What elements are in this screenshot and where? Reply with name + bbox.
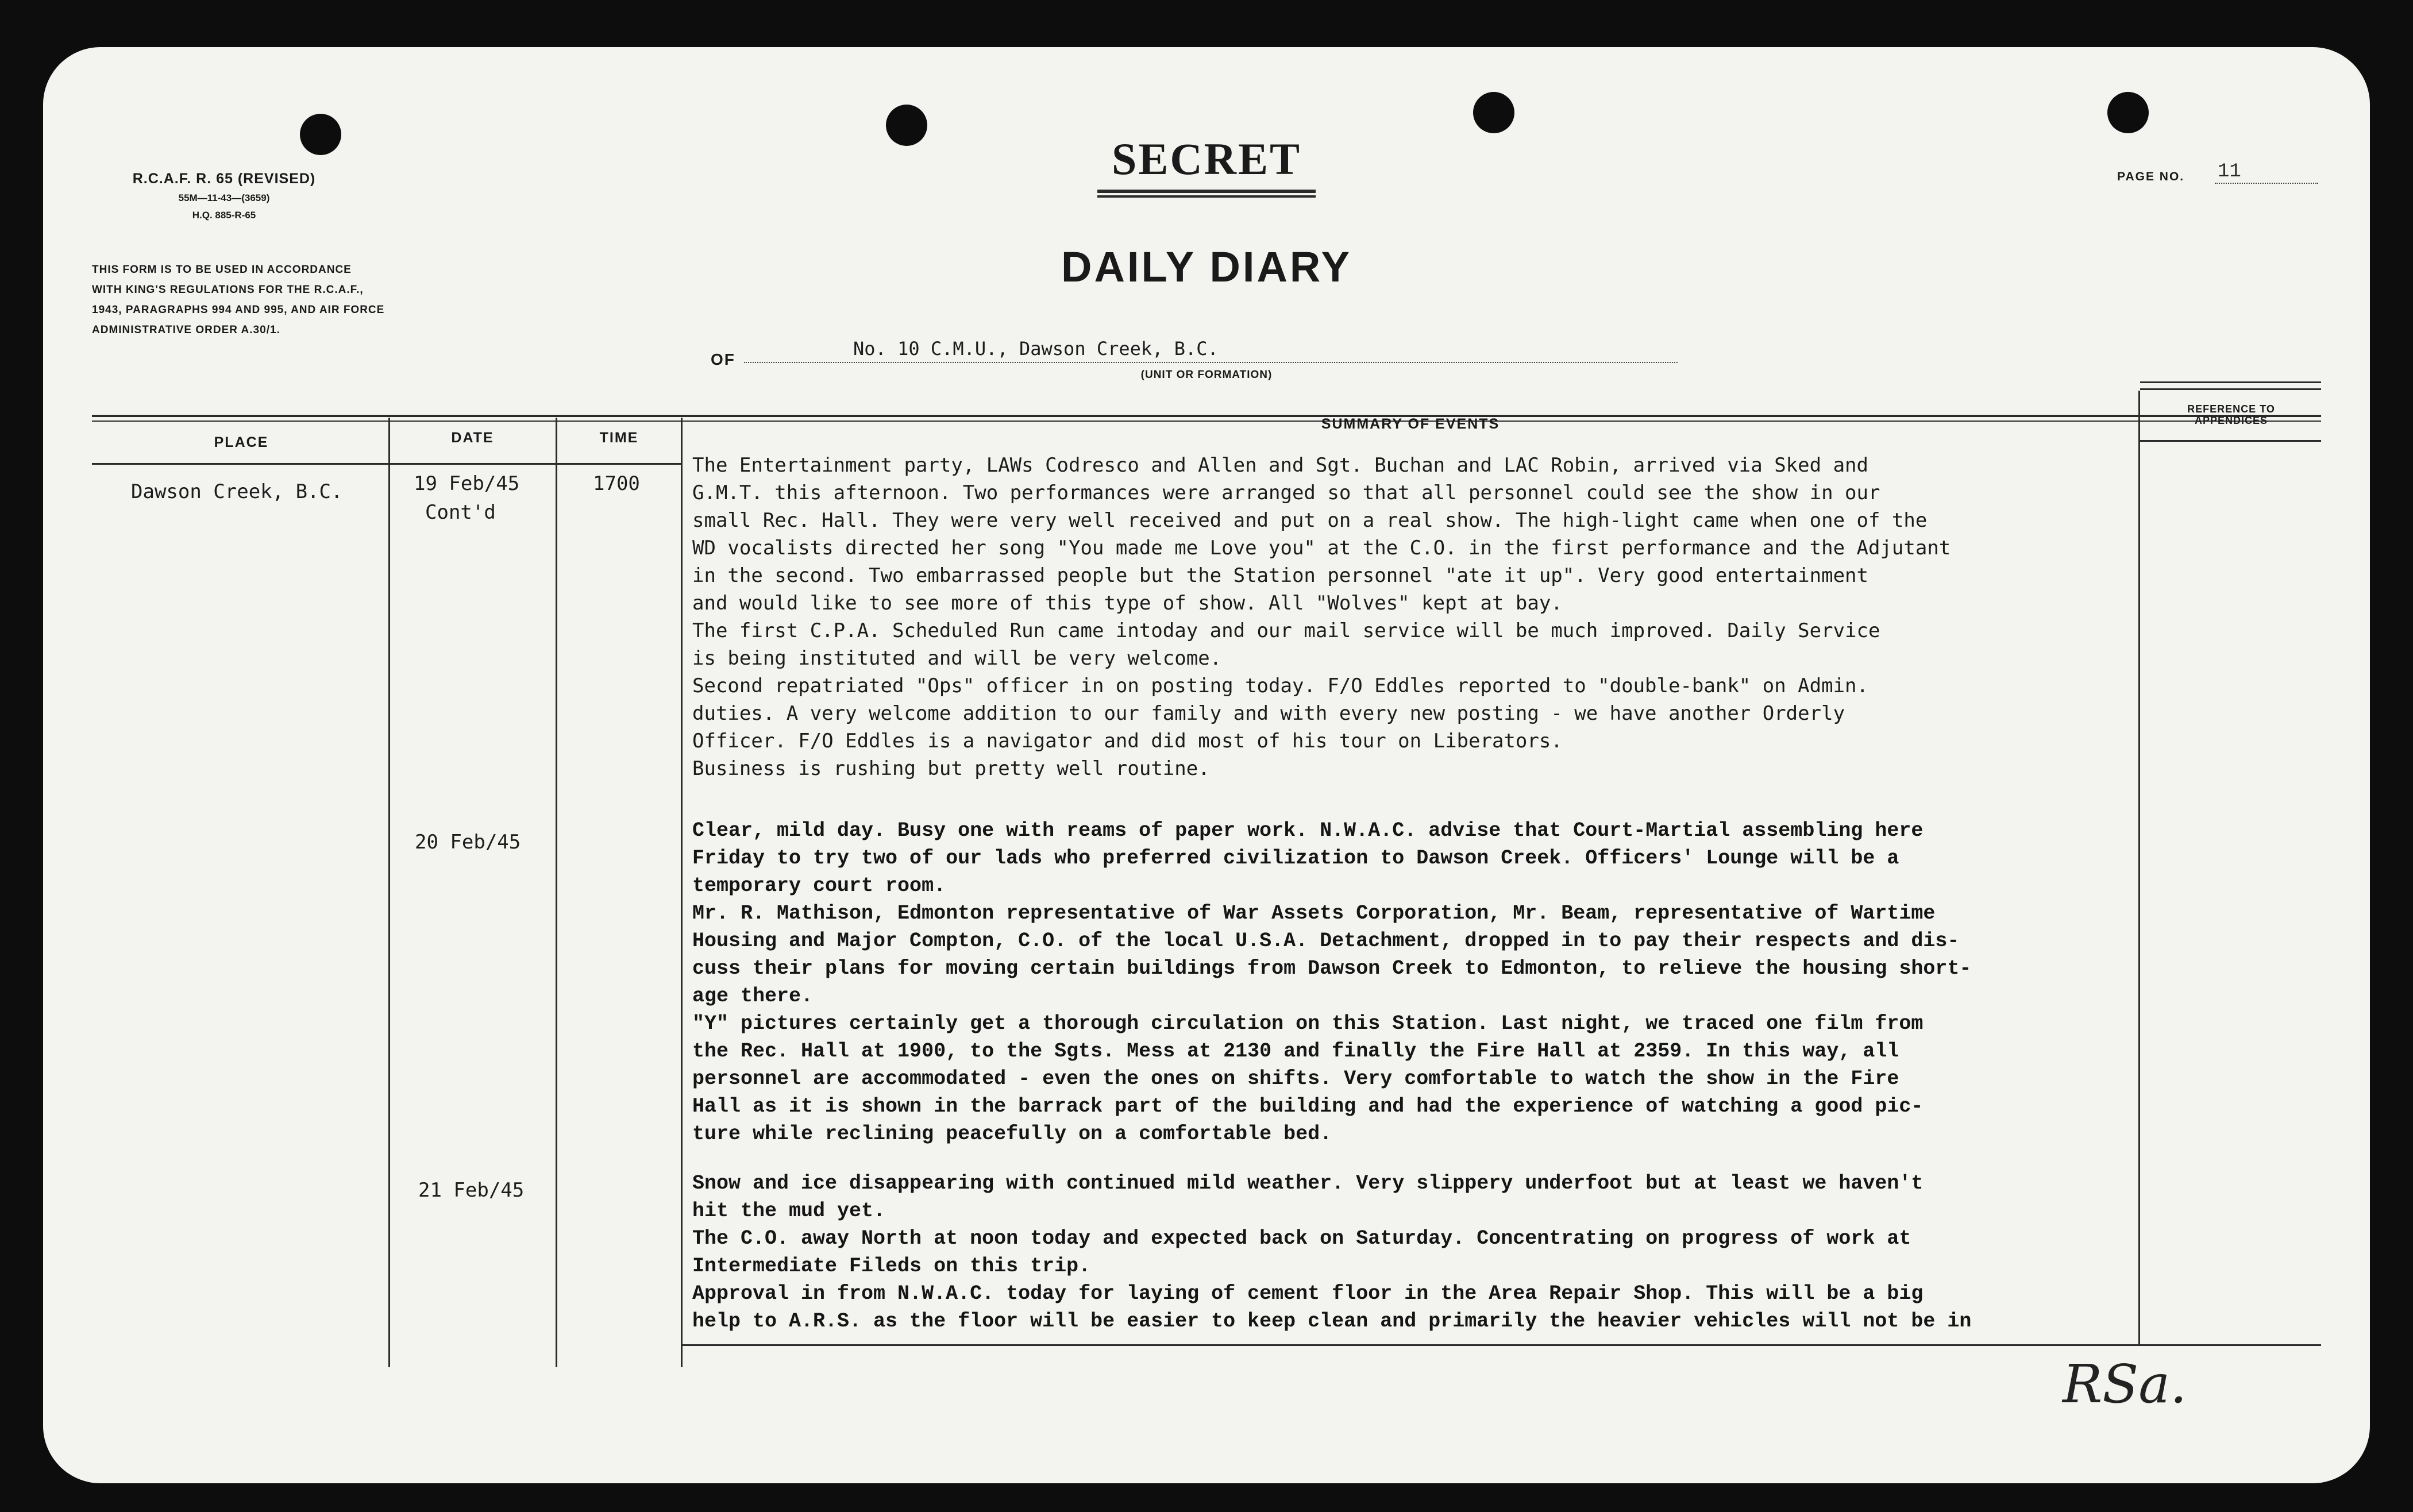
summary-line: duties. A very welcome addition to our family and with every new posting - we have another Orderly [692,702,1845,725]
summary-line: The first C.P.A. Scheduled Run came intoday and our mail service will be much improved. Daily Service [692,619,1880,642]
date-cell: 21 Feb/45 [418,1179,525,1202]
punch-hole [300,114,341,155]
diary-title: DAILY DIARY [1061,243,1352,291]
summary-line: Intermediate Fileds on this trip. [692,1255,1091,1278]
date-cell: 19 Feb/45 [414,472,520,495]
summary-line: Officer. F/O Eddles is a navigator and did most of his tour on Liberators. [692,730,1563,753]
classification-title: SECRET [1111,134,1302,184]
page-number-line [2215,183,2318,184]
column-divider [681,418,683,1367]
column-header-date: DATE [451,430,494,446]
unit-name: No. 10 C.M.U., Dawson Creek, B.C. [853,338,1219,360]
summary-line: Approval in from N.W.A.C. today for laying of cement floor in the Area Repair Shop. This will be a big [692,1282,1924,1305]
summary-line: Friday to try two of our lads who preferred civilization to Dawson Creek. Officers' Lounge will be a [692,847,1899,870]
summary-line: small Rec. Hall. They were very well received and put on a real show. The high-light came when one of the [692,509,1928,532]
date-cell: 20 Feb/45 [415,831,521,854]
title-underline [1097,195,1316,198]
print-code: 55M—11-43—(3659) [178,192,270,203]
page-label: PAGE NO. [2117,170,2185,183]
form-number: R.C.A.F. R. 65 (REVISED) [132,171,316,187]
regulation-notice [92,260,529,340]
summary-line: help to A.R.S. as the floor will be easier to keep clean and primarily the heavier vehicles will not be in [692,1310,1972,1333]
summary-line: The C.O. away North at noon today and expected back on Saturday. Concentrating on progress of work at [692,1227,1911,1250]
title-underline [1097,190,1316,193]
summary-line: and would like to see more of this type of show. All "Wolves" kept at bay. [692,592,1563,615]
summary-line: Business is rushing but pretty well routine. [692,757,1210,780]
handwritten-initials: RSa. [2063,1353,2187,1415]
summary-line: G.M.T. this afternoon. Two performances were arranged so that all personnel could see the show in our [692,481,1880,504]
notice-line: WITH KING'S REGULATIONS FOR THE R.C.A.F., [92,284,364,296]
summary-line: WD vocalists directed her song "You made me Love you" at the C.O. in the first performance and the Adjutant [692,537,1951,560]
column-divider [556,418,557,1367]
unit-caption: (UNIT OR FORMATION) [1140,369,1273,381]
time-cell: 1700 [593,472,640,495]
page-number: 11 [2218,161,2241,183]
header-bottom-rule [92,463,681,465]
summary-line: is being instituted and will be very welcome. [692,647,1222,670]
summary-line: ture while reclining peacefully on a comfortable bed. [692,1123,1332,1145]
table-bottom-rule [681,1344,2321,1346]
punch-hole [2107,92,2149,133]
reference-header-line: REFERENCE TO [2187,403,2275,415]
summary-line: "Y" pictures certainly get a thorough circulation on this Station. Last night, we traced one film from [692,1012,1924,1035]
summary-line: Snow and ice disappearing with continued mild weather. Very slippery underfoot but at least we haven't [692,1172,1924,1195]
summary-line: hit the mud yet. [692,1199,886,1222]
punch-hole [1473,92,1514,133]
summary-line: age there. [692,985,814,1008]
summary-line: Housing and Major Compton, C.O. of the local U.S.A. Detachment, dropped in to pay their respects and dis- [692,929,1960,952]
summary-line: the Rec. Hall at 1900, to the Sgts. Mess at 2130 and finally the Fire Hall at 2359. In this way, all [692,1040,1899,1063]
summary-line: Hall as it is shown in the barrack part of the building and had the experience of watching a good pic- [692,1095,1924,1118]
column-divider [388,418,390,1367]
column-divider [2138,391,2140,1344]
column-header-time: TIME [599,430,639,446]
header-rule [2140,388,2321,390]
summary-line: Second repatriated "Ops" officer in on posting today. F/O Eddles reported to "double-bank" on Admin. [692,674,1868,697]
summary-line: personnel are accommodated - even the ones on shifts. Very comfortable to watch the show in the Fire [692,1067,1899,1090]
summary-line: The Entertainment party, LAWs Codresco and Allen and Sgt. Buchan and LAC Robin, arrived via Sked and [692,454,1868,477]
place-cell: Dawson Creek, B.C. [131,480,343,503]
column-header-summary: SUMMARY OF EVENTS [1321,416,1500,432]
summary-line: cuss their plans for moving certain buildings from Dawson Creek to Edmonton, to relieve the housing short- [692,957,1972,980]
column-header-reference [2141,403,2321,426]
date-note: Cont'd [425,501,496,524]
punch-hole [886,105,927,146]
notice-line: THIS FORM IS TO BE USED IN ACCORDANCE [92,264,352,276]
notice-line: ADMINISTRATIVE ORDER A.30/1. [92,324,280,336]
summary-line: temporary court room. [692,874,946,897]
header-bottom-rule [2140,440,2321,442]
unit-line [744,362,1678,363]
hq-reference: H.Q. 885-R-65 [192,210,256,221]
of-label: OF [711,350,735,368]
summary-line: Mr. R. Mathison, Edmonton representative of War Assets Corporation, Mr. Beam, representative of Wartime [692,902,1936,925]
column-header-place: PLACE [214,434,269,450]
reference-header-line: APPENDICES [2194,415,2268,426]
summary-line: in the second. Two embarrassed people but the Station personnel "ate it up". Very good entertainment [692,564,1868,587]
summary-line: Clear, mild day. Busy one with reams of paper work. N.W.A.C. advise that Court-Martial assembling here [692,819,1924,842]
header-rule [2140,381,2321,383]
notice-line: 1943, PARAGRAPHS 994 AND 995, AND AIR FORCE [92,304,385,316]
